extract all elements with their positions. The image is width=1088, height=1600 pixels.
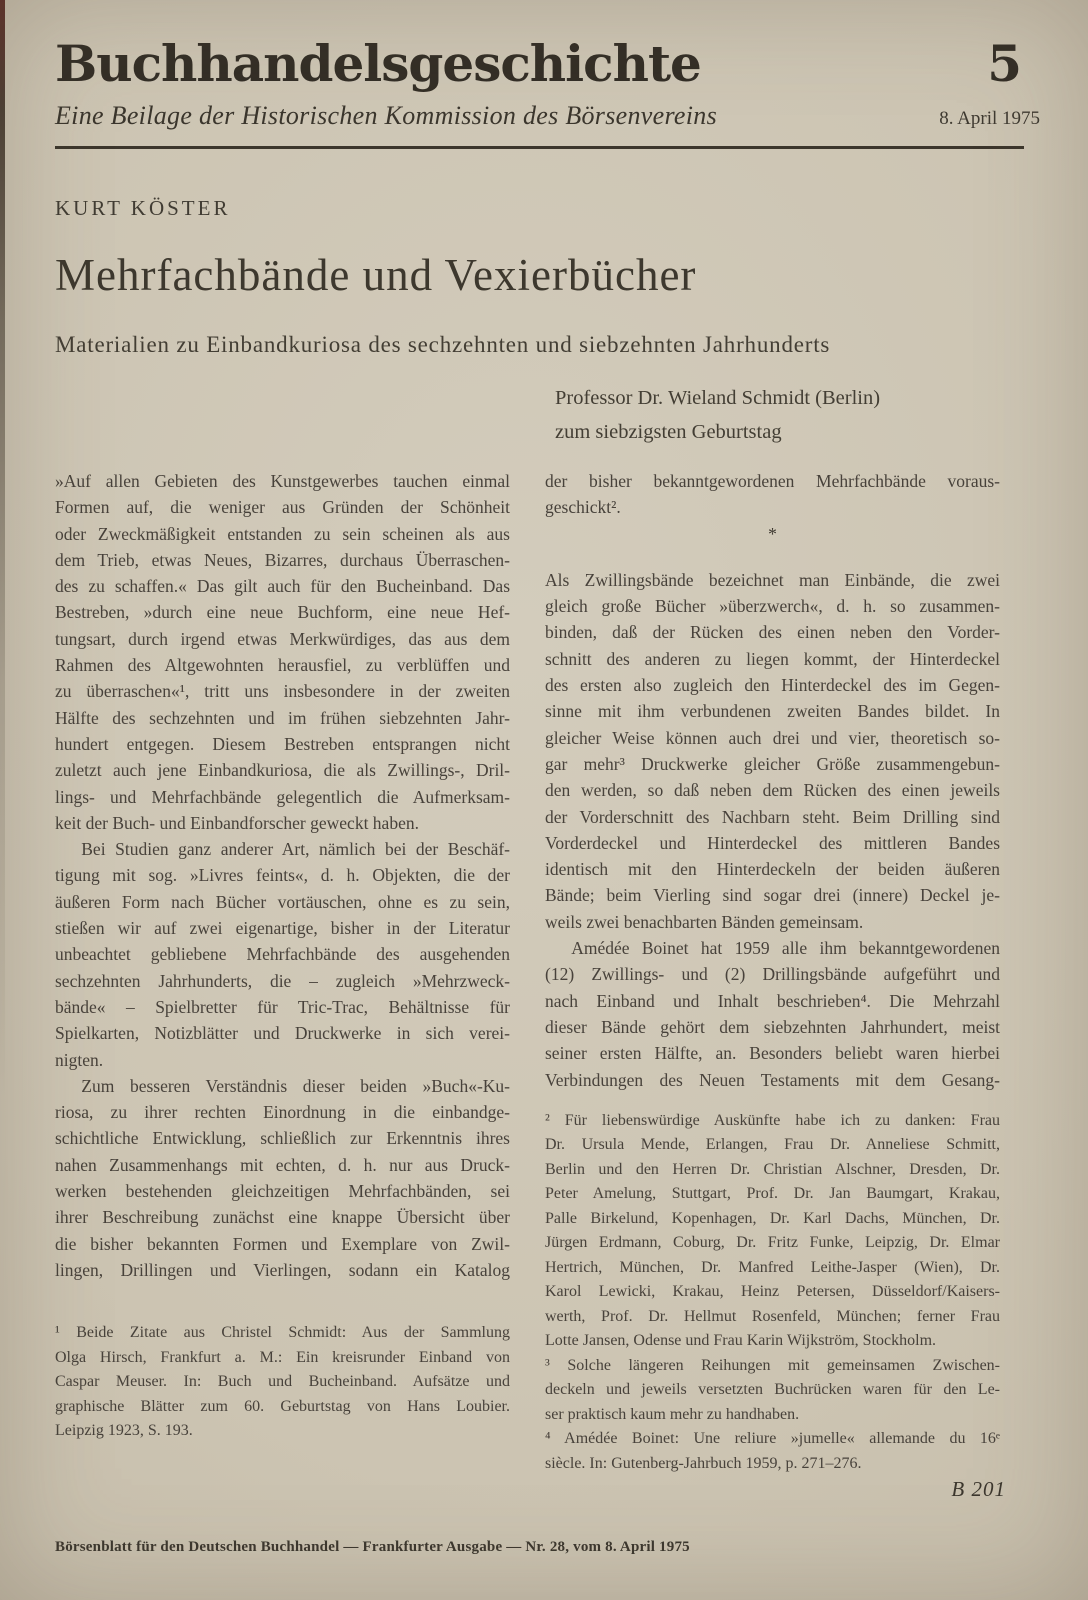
text-line: Berlin und den Herren Dr. Christian Alschner, Dresden, Dr. <box>545 1160 1000 1178</box>
text-line: Lotte Jansen, Odense und Frau Karin Wijkström, Stockholm. <box>545 1332 937 1350</box>
left-column-footnotes <box>55 1321 510 1444</box>
text-line: weils zwei benachbarten Bänden gemeinsam. <box>545 911 864 932</box>
right-column-footnotes <box>545 1109 1000 1477</box>
text-line: werken bestehenden gleichzeitigen Mehrfachbänden, sei <box>55 1181 510 1202</box>
text-line: geschickt². <box>545 497 621 518</box>
text-line: dem Trieb, etwas Neues, Bizarres, durchaus Überraschen- <box>55 549 510 570</box>
imprint-line: Börsenblatt für den Deutschen Buchhandel — Frankfurter Ausgabe — Nr. 28, vom 8. April 1975 <box>55 1539 690 1555</box>
text-line: Caspar Meuser. In: Buch und Bucheinband. Aufsätze und <box>55 1373 510 1391</box>
text-line: Zum besseren Verständnis dieser beiden »Buch«-Ku- <box>81 1075 510 1096</box>
text-line: binden, daß der Rücken des einen neben den Vorder- <box>545 622 1000 643</box>
text-line: Als Zwillingsbände bezeichnet man Einbände, die zwei <box>545 569 1000 590</box>
text-line: sechzehnten Jahrhunderts, die – zugleich »Mehrzweck- <box>55 970 510 991</box>
text-line: Jürgen Erdmann, Coburg, Dr. Fritz Funke, Leipzig, Dr. Elmar <box>545 1234 1000 1252</box>
text-line: zuletzt auch jene Einbandkuriosa, die als Zwillings-, Dril- <box>55 760 510 781</box>
text-line: lingen, Drillingen und Vierlingen, sodann ein Katalog <box>55 1259 510 1280</box>
text-line: (12) Zwillings- und (2) Drillingsbände aufgeführt und <box>545 964 1000 985</box>
text-line: der bisher bekanntgewordenen Mehrfachbände voraus- <box>545 471 1000 491</box>
text-line: riosa, zu ihrer rechten Einordnung in die einbandge- <box>55 1102 510 1123</box>
dedication-line-2: zum siebzigsten Geburtstag <box>555 421 782 443</box>
text-line: deckeln und jeweils versetzten Buchrücken waren für den Le- <box>545 1381 1000 1399</box>
asterisk-separator: * <box>768 523 777 544</box>
dedication <box>555 381 1040 449</box>
masthead-subtitle-row <box>55 101 1040 131</box>
text-line: Verbindungen des Neuen Testaments mit dem Gesang- <box>545 1069 1000 1090</box>
text-line: Bestreben, »durch eine neue Buchform, eine neue Hef- <box>55 602 510 623</box>
publication-title: Buchhandelsgeschichte <box>55 34 701 93</box>
text-line: Dr. Ursula Mende, Erlangen, Frau Dr. Anneliese Schmitt, <box>545 1136 1000 1154</box>
text-line: ² Für liebenswürdige Auskünfte habe ich zu danken: Frau <box>545 1111 1000 1129</box>
right-column <box>545 468 1000 1476</box>
text-line: Karol Lewicki, Krakau, Heinz Petersen, Düsseldorf/Kaisers- <box>545 1283 1000 1301</box>
text-line: schichtliche Entwicklung, schließlich zur Erkenntnis ihres <box>55 1128 510 1149</box>
right-column-text <box>545 468 1000 1093</box>
text-line: nigten. <box>55 1049 104 1070</box>
text-line: nach Einband und Inhalt beschrieben⁴. Die Mehrzahl <box>545 990 1000 1011</box>
text-line: lings- und Mehrfachbände gelegentlich die Aufmerksam- <box>55 786 510 807</box>
text-line: Vorderdeckel und Hinterdeckel des mittleren Bandes <box>545 832 1000 853</box>
masthead-title-row <box>55 34 1040 93</box>
article-head <box>0 149 1088 449</box>
text-line: gleicher Weise können auch drei und vier, theoretisch so- <box>545 727 1000 748</box>
text-line: nahen Zusammenhangs mit echten, d. h. nur aus Druck- <box>55 1154 510 1175</box>
text-line: stießen wir auf zwei eigenartige, bisher in der Literatur <box>55 918 510 939</box>
text-line: den werden, so daß neben dem Rücken des einen jeweils <box>545 780 1000 801</box>
dedication-line-1: Professor Dr. Wieland Schmidt (Berlin) <box>555 387 881 409</box>
text-line: gar mehr³ Druckwerke gleicher Größe zusammengebun- <box>545 753 1000 774</box>
text-line: siècle. In: Gutenberg-Jahrbuch 1959, p. 271–276. <box>545 1454 862 1472</box>
plate-mark: B 201 <box>951 1477 1006 1501</box>
publication-subtitle: Eine Beilage der Historischen Kommission des Börsenvereins <box>55 101 718 130</box>
text-line: graphische Blätter zum 60. Geburtstag von Hans Loubier. <box>55 1397 510 1415</box>
text-line: ³ Solche längeren Reihungen mit gemeinsamen Zwischen- <box>545 1356 1000 1374</box>
text-line: Olga Hirsch, Frankfurt a. M.: Ein kreisrunder Einband von <box>55 1348 510 1366</box>
text-line: zu überraschen«¹, tritt uns insbesondere in der zweiten <box>55 681 510 702</box>
page-number: 5 <box>987 34 1022 93</box>
text-line: unbeachtet gebliebene Mehrfachbände des ausgehenden <box>55 944 510 965</box>
text-line: bände« – Spielbretter für Tric-Trac, Behältnisse für <box>55 996 510 1017</box>
text-line: Bände; beim Vierling sind sogar drei (innere) Deckel je- <box>545 885 1000 906</box>
text-line: Bei Studien ganz anderer Art, nämlich bei der Beschäf- <box>81 839 510 860</box>
left-column-text <box>55 468 510 1283</box>
author-name: KURT KÖSTER <box>55 196 231 220</box>
text-line: identisch mit den Hinterdeckeln der beiden äußeren <box>545 859 1000 880</box>
masthead <box>0 0 1088 149</box>
text-line: dieser Bände gehört dem siebzehnten Jahrhundert, meist <box>545 1016 1000 1037</box>
text-line: hundert entgegen. Diesem Bestreben entsprangen nicht <box>55 733 510 754</box>
text-line: ⁴ Amédée Boinet: Une reliure »jumelle« allemande du 16ᵉ <box>545 1430 1000 1448</box>
issue-date: 8. April 1975 <box>939 108 1040 129</box>
article-title: Mehrfachbände und Vexierbücher <box>55 250 697 300</box>
text-line: schnitt des anderen zu liegen kommt, der Hinterdeckel <box>545 648 1000 669</box>
text-line: Formen auf, die weniger aus Gründen der Schönheit <box>55 497 510 518</box>
text-line: keit der Buch- und Einbandforscher geweckt haben. <box>55 812 419 833</box>
text-line: Amédée Boinet hat 1959 alle ihm bekanntgewordenen <box>571 938 1000 959</box>
text-line: äußeren Form nach Bücher vortäuschen, ohne es zu sein, <box>55 891 510 912</box>
text-line: Palle Birkelund, Kopenhagen, Dr. Karl Dachs, München, Dr. <box>545 1209 1000 1227</box>
article-subtitle: Materialien zu Einbandkuriosa des sechzehnten und siebzehnten Jahrhunderts <box>55 332 831 357</box>
text-line: des zu schaffen.« Das gilt auch für den Bucheinband. Das <box>55 576 510 597</box>
text-line: Rahmen des Altgewohnten herausfiel, zu verblüffen und <box>55 655 510 676</box>
text-line: tigung mit sog. »Livres feints«, d. h. Objekten, die der <box>55 865 510 886</box>
text-line: oder Zweckmäßigkeit entstanden zu sein scheinen als aus <box>55 523 510 544</box>
text-line: tungsart, durch irgend etwas Merkwürdiges, das aus dem <box>55 628 510 649</box>
text-line: die bisher bekannten Formen und Exemplare von Zwil- <box>55 1233 510 1254</box>
article-body <box>55 468 1000 1476</box>
text-line: des ersten also zugleich den Hinterdeckel des im Gegen- <box>545 675 1000 696</box>
text-line: Leipzig 1923, S. 193. <box>55 1422 193 1440</box>
text-line: »Auf allen Gebieten des Kunstgewerbes tauchen einmal <box>55 471 510 491</box>
text-line: Spielkarten, Notizblätter und Druckwerke in sich verei- <box>55 1023 510 1044</box>
text-line: werth, Prof. Dr. Hellmut Rosenfeld, München; ferner Frau <box>545 1307 1000 1325</box>
text-line: seiner ersten Hälfte, an. Besonders beliebt waren hierbei <box>545 1043 1000 1064</box>
text-line: ser praktisch kaum mehr zu handhaben. <box>545 1405 800 1423</box>
text-line: gleich große Bücher »überzwerch«, d. h. so zusammen- <box>545 596 1000 617</box>
left-column <box>55 468 510 1476</box>
scan-edge-shadow <box>0 0 5 1600</box>
text-line: sinne mit ihm verbundenen zweiten Bandes bildet. In <box>545 701 1000 722</box>
text-line: Hälfte des sechzehnten und im frühen siebzehnten Jahr- <box>55 707 510 728</box>
text-line: ¹ Beide Zitate aus Christel Schmidt: Aus der Sammlung <box>55 1324 510 1342</box>
text-line: der Vorderschnitt des Nachbarn steht. Beim Drilling sind <box>545 806 1000 827</box>
text-line: Peter Amelung, Stuttgart, Prof. Dr. Jan Baumgart, Krakau, <box>545 1185 1000 1203</box>
text-line: Hertrich, München, Dr. Manfred Leithe-Jasper (Wien), Dr. <box>545 1258 1000 1276</box>
text-line: ihrer Beschreibung zunächst eine knappe Übersicht über <box>55 1207 510 1228</box>
